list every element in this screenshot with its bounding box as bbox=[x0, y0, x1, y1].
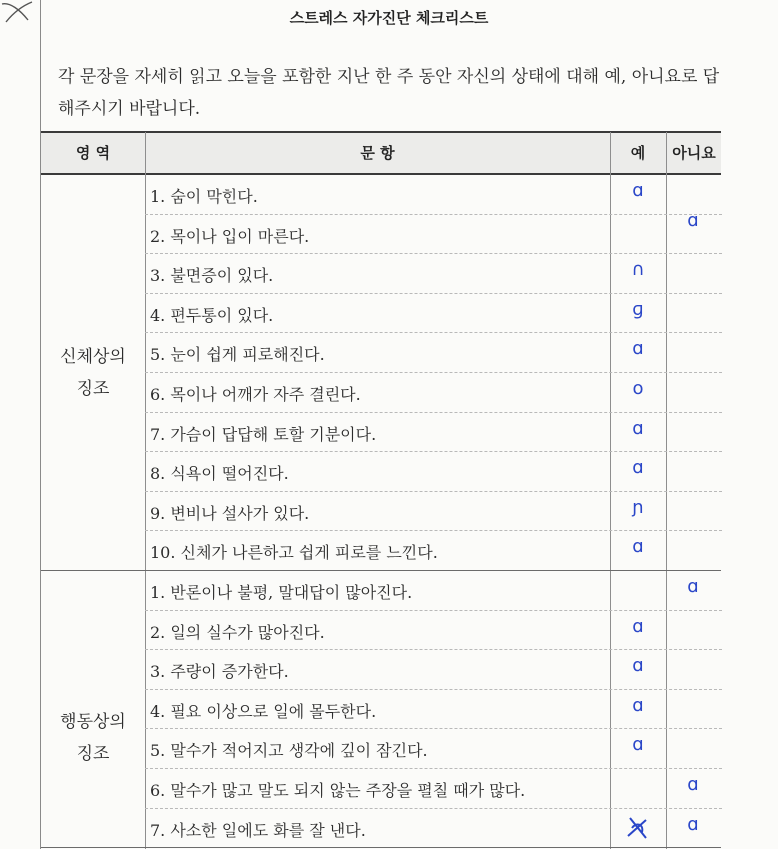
row-divider bbox=[145, 372, 722, 373]
no-mark: ɑ bbox=[687, 576, 699, 597]
instruction-line-2: 해주시기 바랍니다. bbox=[58, 99, 201, 119]
item-text: 5. 눈이 쉽게 피로해진다. bbox=[150, 345, 325, 365]
row-divider bbox=[145, 649, 722, 650]
row-divider bbox=[145, 253, 722, 254]
row-divider bbox=[145, 689, 722, 690]
page-title: 스트레스 자가진단 체크리스트 bbox=[289, 9, 489, 27]
header-yes: 예 bbox=[630, 144, 646, 162]
row-divider bbox=[145, 768, 722, 769]
section-area-label: 행동상의 bbox=[60, 711, 126, 732]
yes-mark: ɑ bbox=[632, 338, 644, 360]
no-mark: ɑ bbox=[687, 774, 699, 795]
instruction-line-1: 각 문장을 자세히 읽고 오늘을 포함한 지난 한 주 동안 자신의 상태에 대해 예, 아니요로 답 bbox=[58, 67, 720, 87]
item-text: 9. 변비나 설사가 있다. bbox=[150, 503, 310, 523]
item-text: 3. 주량이 증가한다. bbox=[150, 662, 289, 682]
yes-mark: ɑ bbox=[632, 615, 644, 637]
header-item: 문 항 bbox=[360, 144, 395, 162]
item-text: 8. 식욕이 떨어진다. bbox=[150, 464, 289, 484]
header-bottom-rule bbox=[41, 173, 721, 175]
row-divider bbox=[145, 451, 722, 452]
header-area: 영 역 bbox=[75, 144, 111, 162]
row-divider bbox=[145, 728, 722, 729]
item-text: 4. 편두통이 있다. bbox=[150, 305, 274, 325]
no-mark: ɑ bbox=[687, 209, 699, 231]
section-area-label: 징조 bbox=[76, 743, 110, 764]
row-divider bbox=[145, 293, 722, 294]
crossed-out-mark-icon bbox=[622, 812, 652, 842]
item-text: 1. 반론이나 불평, 말대답이 많아진다. bbox=[150, 583, 413, 602]
item-text: 5. 말수가 적어지고 생각에 깊이 잠긴다. bbox=[150, 741, 428, 761]
item-text: 1. 숨이 막힌다. bbox=[150, 187, 258, 206]
yes-mark: ɲ bbox=[632, 496, 644, 518]
row-divider bbox=[145, 530, 722, 531]
item-text: 6. 목이나 어깨가 자주 결린다. bbox=[150, 385, 361, 404]
yes-mark: o bbox=[632, 378, 644, 399]
item-text: 6. 말수가 많고 말도 되지 않는 주장을 펼칠 때가 많다. bbox=[150, 781, 526, 800]
yes-mark: ɑ bbox=[632, 457, 644, 479]
item-text: 3. 불면증이 있다. bbox=[150, 266, 274, 286]
item-text: 7. 가슴이 답답해 토할 기분이다. bbox=[150, 424, 377, 444]
item-text: 2. 일의 실수가 많아진다. bbox=[150, 622, 325, 642]
section-divider bbox=[41, 847, 721, 848]
yes-mark: ɑ bbox=[632, 417, 644, 439]
row-divider bbox=[145, 610, 722, 611]
item-text: 10. 신체가 나른하고 쉽게 피로를 느낀다. bbox=[150, 543, 438, 563]
yes-mark: ∩ bbox=[631, 259, 645, 281]
yes-mark: ɑ bbox=[632, 536, 644, 558]
row-divider bbox=[145, 808, 722, 809]
header-no: 아니요 bbox=[672, 144, 716, 162]
section-area-label: 신체상의 bbox=[60, 347, 126, 367]
item-text: 4. 필요 이상으로 일에 몰두한다. bbox=[150, 701, 377, 721]
section-divider bbox=[41, 570, 721, 571]
yes-mark: ɑ bbox=[632, 694, 644, 716]
row-divider bbox=[145, 214, 722, 215]
row-divider bbox=[145, 412, 722, 413]
yes-mark: ɑ bbox=[632, 180, 644, 201]
no-mark: ɑ bbox=[687, 813, 699, 835]
row-divider bbox=[145, 491, 722, 492]
section-area-label: 징조 bbox=[76, 379, 110, 399]
item-text: 7. 사소한 일에도 화를 잘 낸다. bbox=[150, 820, 366, 840]
yes-mark: ɑ bbox=[632, 655, 644, 677]
header-top-rule bbox=[41, 131, 721, 133]
yes-mark: ɡ bbox=[632, 298, 644, 320]
item-text: 2. 목이나 입이 마른다. bbox=[150, 226, 310, 246]
yes-mark: ɑ bbox=[632, 734, 644, 756]
row-divider bbox=[145, 332, 722, 333]
